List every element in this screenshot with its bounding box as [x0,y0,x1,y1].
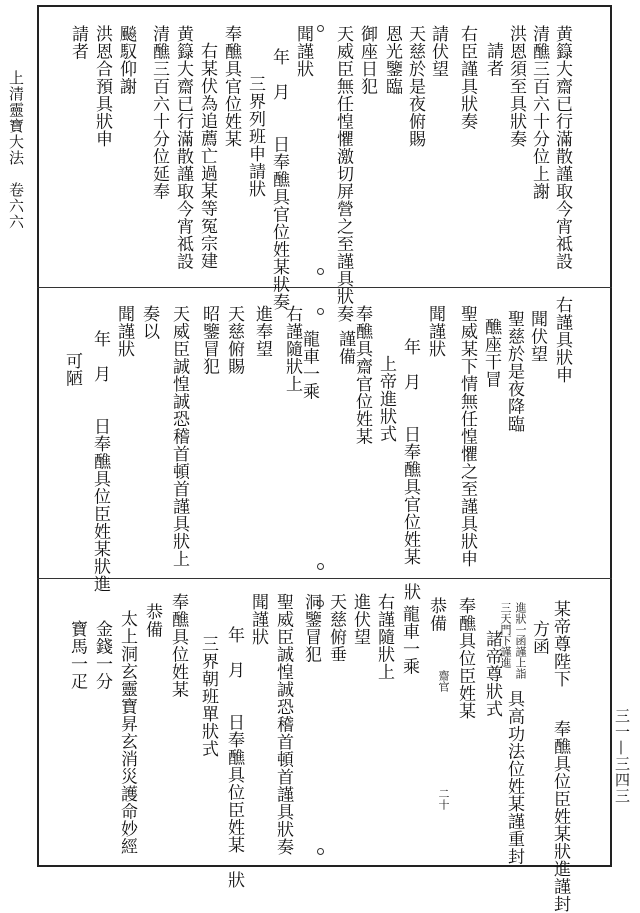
text-column: 黄籙大齋已行滿散謹取今宵祗設 [173,25,193,270]
panel-divider-2 [37,578,612,579]
text-column: 金錢一分 [92,620,112,690]
text-column: 年 月 日奉醮具官位姓某狀奏 [269,48,289,311]
text-column: 請伏望 [428,25,448,78]
text-column: 天威臣無任惶懼激切屏營之至謹具狀奏 [333,25,353,323]
text-column: 右某伏為追薦亡過某等冤宗建 [197,42,217,270]
text-column: 聞伏望 [527,310,547,363]
text-column: 聖威某下情無任惶懼之至謹具狀申 [457,305,477,568]
section-circle-mark [317,848,324,855]
text-column-small: 齋官 [437,670,450,692]
text-column: 聞謹狀 [248,593,268,646]
text-column: 天慈俯垂 [326,593,346,663]
text-column: 可陋 [62,352,82,387]
section-circle-mark [317,563,324,570]
text-column: 上帝進狀式 [376,355,396,443]
text-column-small: 進狀一函謹上詣 [514,602,527,679]
text-column: 右謹隨狀上 [374,593,394,681]
text-column: 方函 [529,620,549,655]
text-column: 聞謹狀 [114,305,134,358]
margin-page-numbers: 三一—三四三 [613,708,631,804]
text-column: 三界朝班單狀式 [198,635,218,758]
text-column: 清醮三百六十分位上謝 [529,25,549,200]
text-column: 奉醮具齋官位姓某 [352,305,372,445]
text-column: 聞謹狀 [425,305,445,358]
text-column: 奏以 [139,305,159,340]
text-column: 年 月 日奉醮具官位姓某 狀 [400,338,420,601]
text-column: 昭鑒冒犯 [199,305,219,375]
text-column: 龍車一乘 [299,330,319,400]
text-column: 諸帝尊狀式 [482,630,502,718]
margin-book-title: 上清靈寶大法 卷六六 [7,70,25,230]
text-column: 寶馬一疋 [67,620,87,690]
text-column: 聞謹狀 [293,25,313,78]
text-column: 御座日犯 [357,25,377,95]
text-column: 洞鑒冒犯 [301,593,321,663]
text-column: 天慈於是夜俯賜 [405,25,425,148]
text-column-small: 三天門下謹進 [499,602,512,668]
text-column: 清醮三百六十分位延奉 [149,25,169,200]
text-column: 洪恩合預具狀申 [92,25,112,148]
text-column: 洪恩須至具狀奏 [506,25,526,148]
text-column: 奉醮具位臣姓某狀進謹封 [550,720,570,913]
text-column: 三界列班申請狀 [245,75,265,198]
section-circle-mark [317,268,324,275]
text-column: 恩光鑒臨 [382,25,402,95]
text-column: 右謹隨狀上 [282,305,302,393]
text-column: 某帝尊陛下 [550,600,570,688]
text-column: 年 月 日奉醮具位臣姓某狀進 [90,330,110,593]
text-column: 請者 [68,25,88,60]
text-column: 龍車一乘 [399,605,419,675]
text-column: 奉醮具官位姓某 [221,25,241,148]
text-column: 具高功法位姓某謹重封 [504,690,524,865]
text-column: 天威臣誠惶誠恐稽首頓首謹具狀上 [169,305,189,568]
text-column: 請者 [483,42,503,77]
text-column: 醮座干冒 [481,318,501,388]
text-column: 謹備 [335,330,355,365]
text-column: 聖慈於是夜降臨 [504,310,524,433]
text-column: 進伏望 [350,593,370,646]
text-column: 天慈俯賜 [224,305,244,375]
text-column: 聖威臣誠惶誠恐稽首頓首謹具狀奏 [273,593,293,856]
text-column: 年 月 日奉醮具位臣姓某 狀 [224,626,244,889]
text-column: 太上洞玄靈寶昇玄消災護命妙經 [117,610,137,855]
text-column: 右謹具狀申 [552,296,572,384]
text-column: 右臣謹具狀奏 [457,25,477,130]
text-column: 黄籙大齋已行滿散謹取今宵祗設 [552,25,572,270]
section-circle-mark [317,308,324,315]
panel-divider-1 [37,287,612,288]
section-circle-mark [317,600,324,607]
text-column: 恭備 [142,603,162,638]
text-column: 進奉望 [252,305,272,358]
section-circle-mark [317,25,324,32]
text-column: 恭備 [426,597,446,632]
text-column: 奉醮具位姓某 [168,593,188,698]
text-column: 飈馭仰謝 [116,25,136,95]
text-column: 奉醮具位臣姓某 [455,597,475,720]
text-column-small: 二十 [437,788,450,810]
